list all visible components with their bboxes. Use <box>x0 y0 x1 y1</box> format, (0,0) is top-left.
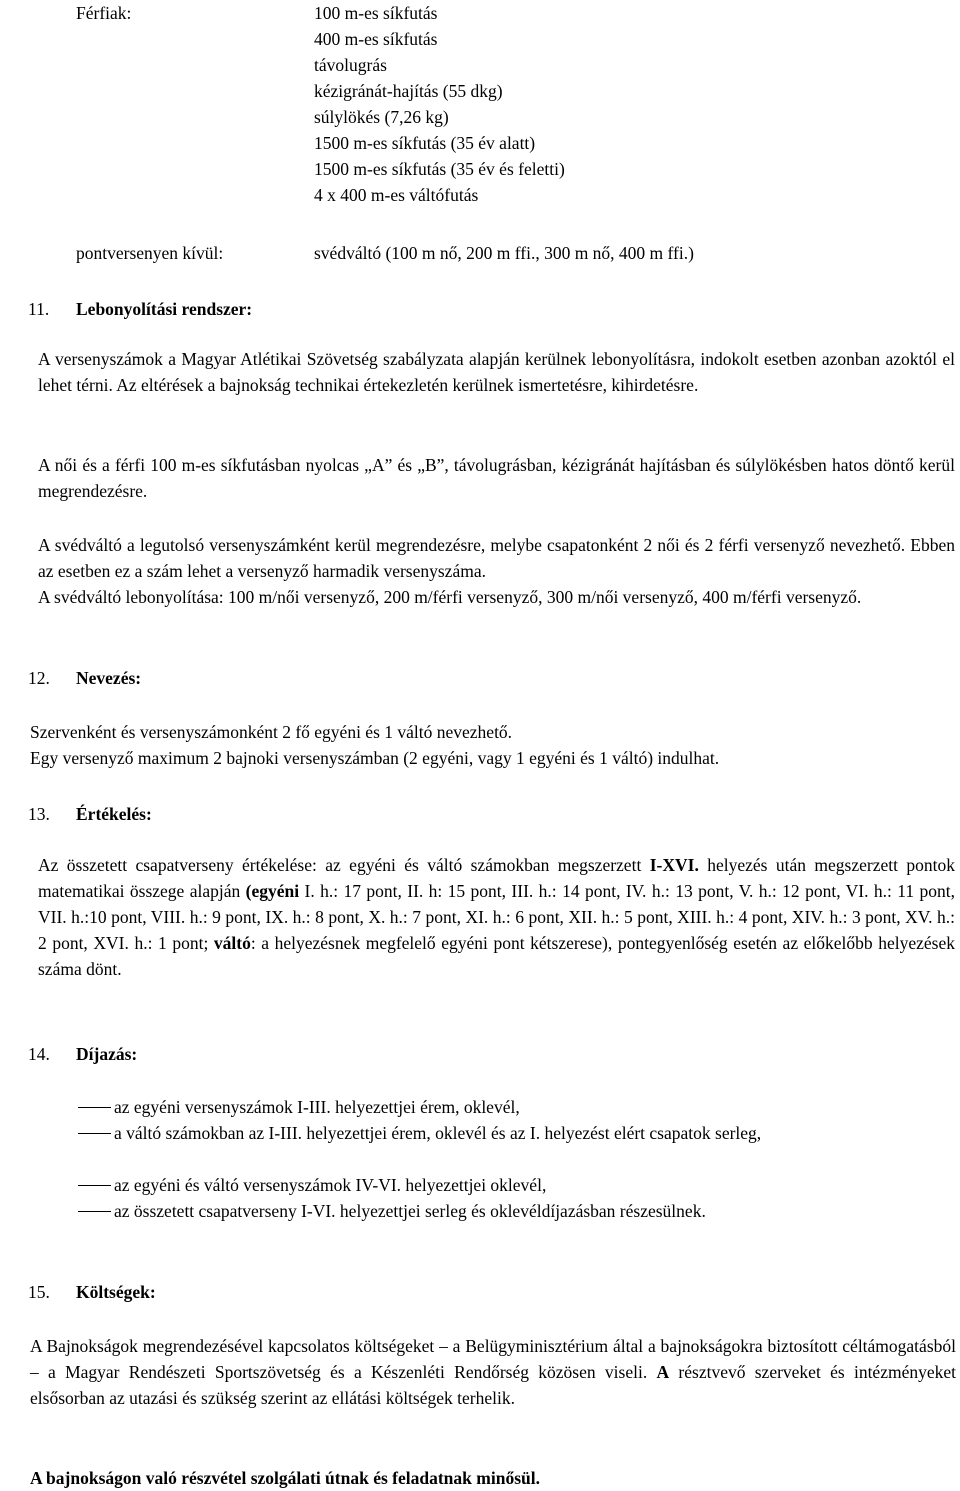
outside-value: svédváltó (100 m nő, 200 m ffi., 300 m nő, 400 m ffi.) <box>314 243 694 263</box>
list-item: 400 m-es síkfutás <box>314 29 438 49</box>
list-item: 4 x 400 m-es váltófutás <box>314 185 479 205</box>
list-item: az összetett csapatverseny I-VI. helyezettjei serleg és oklevéldíjazásban részesülnek. <box>114 1201 706 1221</box>
list-item: 100 m-es síkfutás <box>314 3 438 23</box>
dash-bullet <box>78 1107 111 1108</box>
paragraph: A Bajnokságok megrendezésével kapcsolatos költségeket – a Belügyminisztérium által a bajnokságokra biztosított céltámogatásból – a Magyar Rendészeti Sportszövetség és a Készenléti Rendőrség közösen viseli. A résztvevő szerveket és intézményeket elsősorban az utazási és szükség szerint az ellátási költségek terhelik. <box>30 1336 956 1408</box>
section-title: Lebonyolítási rendszer: <box>76 299 253 319</box>
section-number: 15. <box>28 1282 50 1302</box>
list-item: 1500 m-es síkfutás (35 év alatt) <box>314 133 536 153</box>
list-item: súlylökés (7,26 kg) <box>314 107 449 127</box>
list-item: az egyéni versenyszámok I-III. helyezettjei érem, oklevél, <box>114 1097 520 1117</box>
men-events-list <box>314 0 565 208</box>
dash-bullet <box>78 1211 111 1212</box>
paragraph: A női és a férfi 100 m-es síkfutásban nyolcas „A” és „B”, távolugrásban, kézigránát hajításban és súlylökésben hatos döntő kerül megrendezésre. <box>38 455 955 501</box>
list-item: az egyéni és váltó versenyszámok IV-VI. helyezettjei oklevél, <box>114 1175 547 1195</box>
dash-bullet <box>78 1185 111 1186</box>
section-title: Értékelés: <box>76 804 152 824</box>
paragraph: A versenyszámok a Magyar Atlétikai Szövetség szabályzata alapján kerülnek lebonyolításra, indokolt esetben azonban azoktól el lehet térni. Az eltérések a bajnokság technikai értekezletén kerülnek ismertetésre, kihirdetésre. <box>38 349 955 395</box>
outside-label: pontversenyen kívül: <box>76 243 224 263</box>
list-item: távolugrás <box>314 55 387 75</box>
section-number: 13. <box>28 804 50 824</box>
paragraph: Az összetett csapatverseny értékelése: az egyéni és váltó számokban megszerzett I-XVI. helyezés után megszerzett pontok matematikai összege alapján (egyéni I. h.: 17 pont, II. h: 15 pont, III. h.: 14 pont, IV. h.: 13 pont, V. h.: 12 pont, VI. h.: 11 pont, VII. h.:10 pont, VIII. h.: 9 pont, IX. h.: 8 pont, X. h.: 7 pont, XI. h.: 6 pont, XII. h.: 5 pont, XIII. h.: 4 pont, XIV. h.: 3 pont, XV. h.: 2 pont, XVI. h.: 1 pont; váltó: a helyezésnek megfelelő egyéni pont kétszerese), pontegyenlőség esetén az előkelőbb helyezések száma dönt. <box>38 855 955 979</box>
paragraph: A svédváltó a legutolsó versenyszámként kerül megrendezésre, melybe csapatonként 2 női és 2 férfi versenyző nevezhető. Ebben az esetben ez a szám lehet a versenyző harmadik versenyszáma. <box>38 535 955 581</box>
list-item: kézigránát-hajítás (55 dkg) <box>314 81 503 101</box>
men-label: Férfiak: <box>76 3 132 23</box>
section-title: Költségek: <box>76 1282 156 1302</box>
section-number: 11. <box>28 299 50 319</box>
list-item: a váltó számokban az I-III. helyezettjei érem, oklevél és az I. helyezést elért csapatok serleg, <box>114 1123 762 1143</box>
paragraph: Egy versenyző maximum 2 bajnoki versenyszámban (2 egyéni, vagy 1 egyéni és 1 váltó) indulhat. <box>30 748 720 768</box>
section-title: Díjazás: <box>76 1044 138 1064</box>
dash-bullet <box>78 1133 111 1134</box>
list-item: 1500 m-es síkfutás (35 év és feletti) <box>314 159 565 179</box>
section-title: Nevezés: <box>76 668 142 688</box>
section-number: 14. <box>28 1044 50 1064</box>
final-statement: A bajnokságon való részvétel szolgálati útnak és feladatnak minősül. <box>30 1468 540 1488</box>
paragraph: Szervenként és versenyszámonként 2 fő egyéni és 1 váltó nevezhető. <box>30 722 513 742</box>
section-number: 12. <box>28 668 50 688</box>
paragraph: A svédváltó lebonyolítása: 100 m/női versenyző, 200 m/férfi versenyző, 300 m/női versenyző, 400 m/férfi versenyző. <box>38 587 862 607</box>
